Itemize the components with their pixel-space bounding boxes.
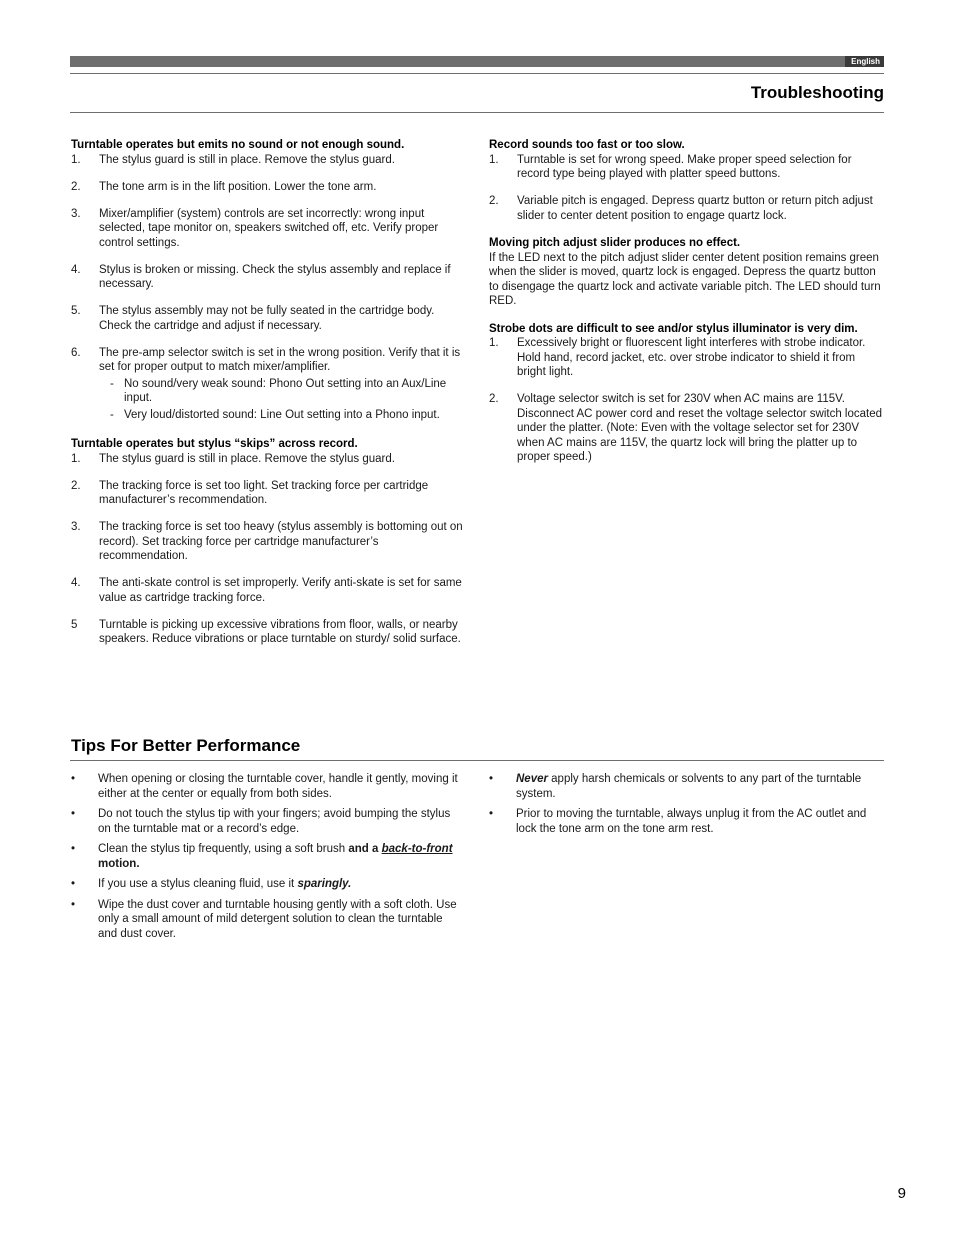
pitch-paragraph: If the LED next to the pitch adjust slider center detent position remains green when the slider is moved, quartz lock is engaged. Depress the quartz button to disengage the quartz lock and activate variable pitch. The LED should turn RED. [489, 251, 881, 307]
list-item [71, 520, 466, 564]
list-item [71, 153, 466, 168]
item-number: 1. [71, 153, 81, 166]
tip-item [71, 898, 463, 942]
item-text: The tracking force is set too heavy (stylus assembly is bottoming out on record). Set tracking force per cartridge manufacturer’s recommendation. [99, 521, 463, 562]
item-text: Voltage selector switch is set for 230V when AC mains are 115V. Disconnect AC power cord and reset the voltage selector switch located under the platter. (Note: Even with the voltage selector set for 230V when AC mains are 115V, the quartz lock will bring the platter up to proper speed.) [517, 393, 882, 463]
tips-rule [70, 760, 884, 761]
list-item [489, 392, 884, 465]
list-item [71, 180, 466, 195]
tip-text-plain: apply harsh chemicals or solvents to any part of the turntable system. [516, 773, 862, 800]
tip-text-plain: Clean the stylus tip frequently, using a soft brush [98, 843, 349, 855]
item-text: Excessively bright or fluorescent light interferes with strobe indicator. Hold hand, record jacket, etc. over strobe indicator to shield it from bright light. [517, 337, 866, 378]
speed-list [489, 153, 884, 224]
item-text: The tracking force is set too light. Set tracking force per cartridge manufacturer’s recommendation. [99, 479, 429, 506]
bullet: • [71, 808, 76, 820]
list-item [71, 263, 466, 292]
troubleshooting-title: Troubleshooting [750, 83, 884, 102]
item-number: 4. [71, 577, 81, 589]
item-text: Turntable is picking up excessive vibrations from floor, walls, or nearby speakers. Reduce vibrations or place turntable on sturdy/ solid surface. [99, 618, 461, 645]
list-item [489, 336, 884, 380]
tip-text [516, 772, 884, 801]
section-heading-skips: Turntable operates but stylus “skips” across record. [71, 438, 358, 450]
tip-text: When opening or closing the turntable cover, handle it gently, moving it either at the center or equally from both sides. [98, 773, 458, 800]
item-number: 6. [71, 346, 81, 359]
tip-item [71, 842, 463, 871]
sub-item-dash: - [110, 408, 114, 421]
item-text: The stylus guard is still in place. Remove the stylus guard. [99, 452, 395, 465]
sub-list-item [99, 408, 466, 423]
list-item [71, 304, 466, 333]
list-item [71, 479, 466, 508]
item-number: 1. [489, 337, 499, 349]
list-item [71, 576, 466, 605]
section-heading-no-sound: Turntable operates but emits no sound or not enough sound. [71, 139, 405, 151]
bullet: • [71, 878, 76, 890]
item-text: The stylus assembly may not be fully seated in the cartridge body. Check the cartridge and adjust if necessary. [99, 305, 435, 332]
item-number: 4. [71, 263, 81, 276]
tip-text [98, 877, 463, 892]
tip-text-emphasis: sparingly. [297, 878, 352, 890]
section-heading-pitch: Moving pitch adjust slider produces no effect. [489, 237, 741, 249]
item-number: 3. [71, 521, 81, 533]
sub-item-text: No sound/very weak sound: Phono Out setting into an Aux/Line input. [124, 377, 447, 404]
bullet: • [489, 773, 494, 785]
tip-item [71, 807, 463, 836]
sub-list [99, 377, 466, 423]
tip-item [71, 877, 463, 892]
title-rule [70, 112, 884, 113]
item-text: Variable pitch is engaged. Depress quartz button or return pitch adjust slider to center detent position to engage quartz lock. [517, 195, 873, 222]
bullet: • [71, 843, 76, 855]
tips-title: Tips For Better Performance [71, 736, 301, 755]
bullet: • [489, 808, 494, 820]
bullet: • [71, 898, 76, 911]
item-number: 1. [489, 153, 499, 166]
sub-list-item [99, 377, 466, 406]
tip-text: Wipe the dust cover and turntable housing gently with a soft cloth. Use only a small amount of mild detergent solution to clean the turntable and dust cover. [98, 898, 457, 940]
troubleshooting-right-column [489, 138, 884, 478]
tip-item [489, 807, 884, 836]
item-number: 2. [71, 180, 81, 193]
list-item [71, 207, 466, 251]
tips-left-column [71, 772, 463, 947]
item-number: 2. [71, 479, 81, 492]
list-item [489, 153, 884, 182]
skips-list [71, 452, 466, 647]
troubleshooting-left-column [71, 138, 466, 660]
item-text: Turntable is set for wrong speed. Make proper speed selection for record type being played with platter speed buttons. [517, 153, 852, 180]
tips-list-left [71, 772, 463, 941]
item-text: The stylus guard is still in place. Remove the stylus guard. [99, 153, 395, 166]
item-text: The pre-amp selector switch is set in the wrong position. Verify that it is set for proper output to match mixer/amplifier. [99, 346, 461, 373]
item-text: The tone arm is in the lift position. Lower the tone arm. [99, 180, 377, 193]
item-text: The anti-skate control is set improperly. Verify anti-skate is set for same value as cartridge tracking force. [99, 577, 462, 604]
item-number: 1. [71, 452, 81, 465]
header-bar [70, 56, 884, 67]
strobe-list [489, 336, 884, 465]
tip-text-bold: and a [348, 843, 382, 855]
tip-text-bold-end: motion. [98, 857, 140, 870]
bullet: • [71, 773, 76, 785]
tips-right-column [489, 772, 884, 842]
item-number: 2. [489, 195, 499, 207]
tip-text-emphasis: Never [516, 773, 548, 785]
section-heading-speed: Record sounds too fast or too slow. [489, 139, 685, 151]
item-number: 2. [489, 393, 499, 405]
tips-list-right [489, 772, 884, 836]
tip-item [489, 772, 884, 801]
item-number: 5 [71, 618, 78, 631]
language-tab: English [845, 56, 884, 67]
top-rule [70, 73, 884, 74]
list-item [71, 346, 466, 425]
sub-item-dash: - [110, 377, 114, 390]
list-item [71, 452, 466, 467]
section-heading-strobe: Strobe dots are difficult to see and/or stylus illuminator is very dim. [489, 322, 858, 335]
tip-item [71, 772, 463, 801]
item-text: Mixer/amplifier (system) controls are set incorrectly: wrong input selected, tape monitor on, speakers switched off, etc. Verify proper control settings. [99, 207, 439, 249]
list-item [489, 194, 884, 223]
sub-item-text: Very loud/distorted sound: Line Out setting into a Phono input. [124, 408, 440, 421]
item-number: 5. [71, 305, 81, 317]
item-number: 3. [71, 207, 81, 220]
list-item [71, 618, 466, 647]
tip-text-emphasis: back-to-front [381, 843, 453, 855]
tip-text: Prior to moving the turntable, always unplug it from the AC outlet and lock the tone arm on the tone arm rest. [516, 808, 867, 835]
no-sound-list [71, 153, 466, 425]
item-text: Stylus is broken or missing. Check the stylus assembly and replace if necessary. [99, 263, 451, 290]
tip-text [98, 842, 463, 871]
tip-text: Do not touch the stylus tip with your fingers; avoid bumping the stylus on the turntable mat or a record’s edge. [98, 808, 451, 835]
page-number: 9 [897, 1185, 906, 1202]
tip-text-plain: If you use a stylus cleaning fluid, use it [98, 878, 298, 890]
